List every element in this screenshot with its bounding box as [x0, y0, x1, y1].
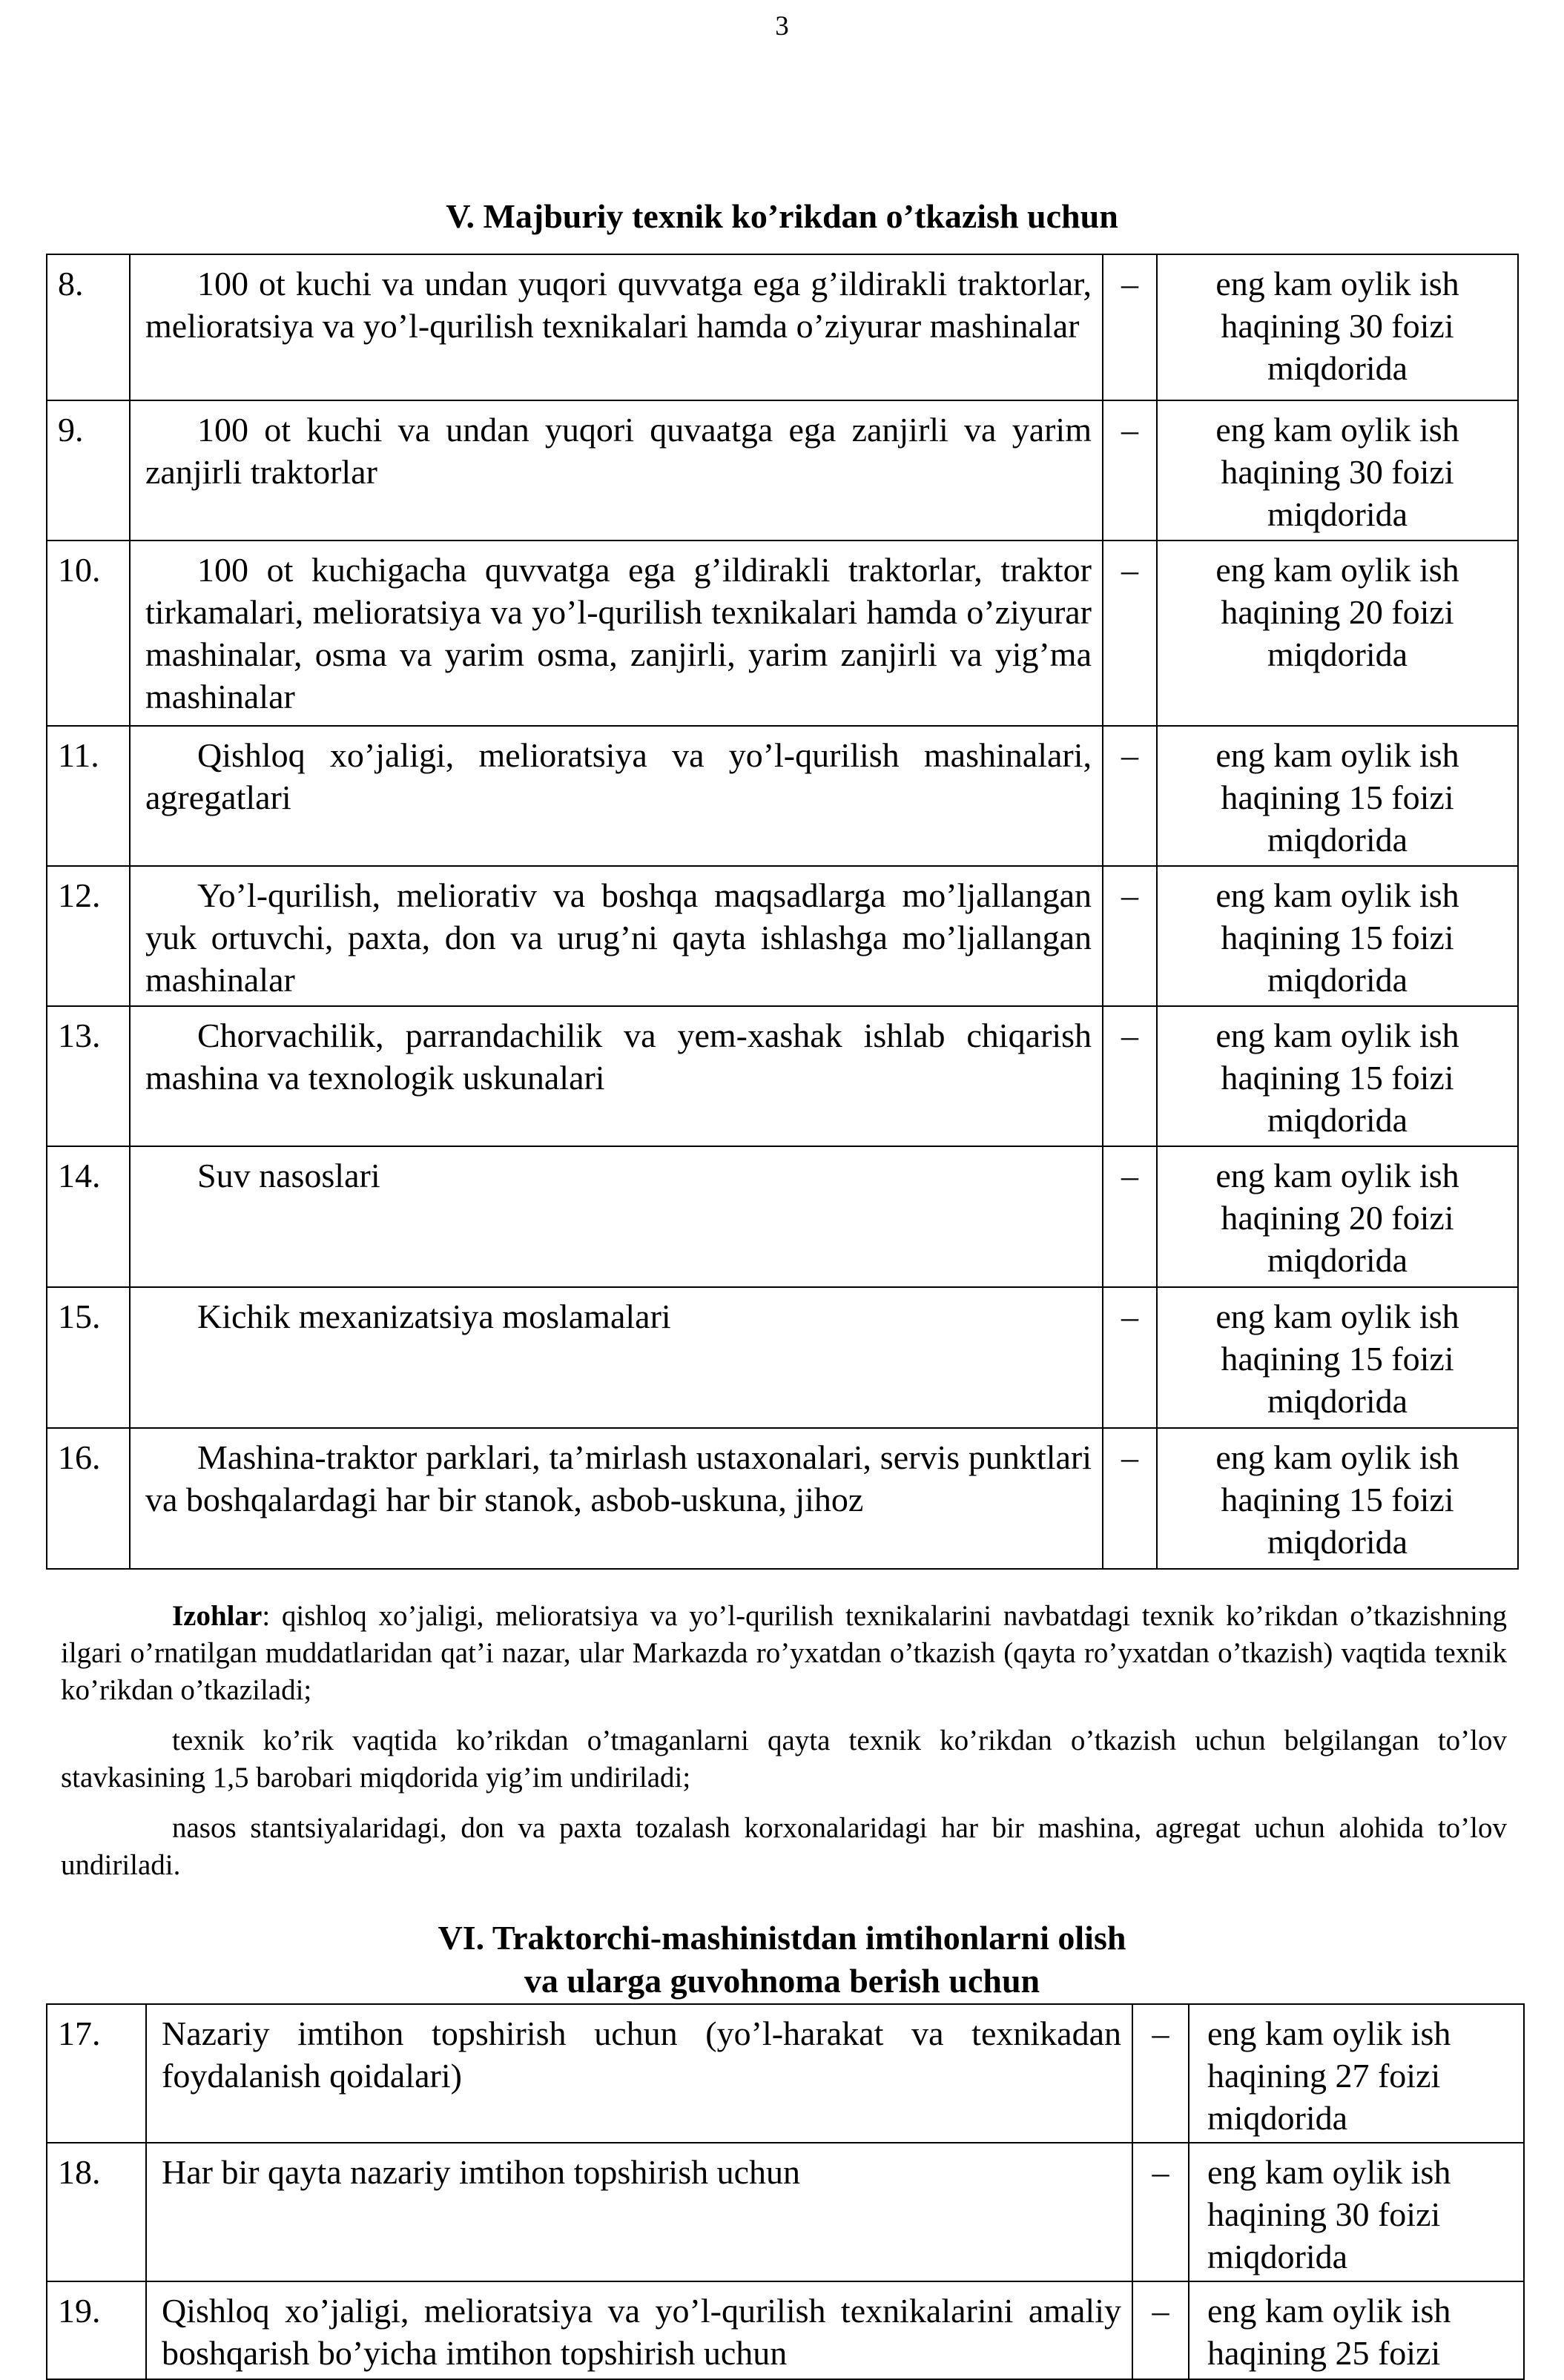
- table-row: [47, 2143, 1524, 2281]
- row-number: 14.: [47, 1146, 130, 1287]
- row-amount: eng kam oylik ish haqining 15 foizi miqdorida: [1157, 1287, 1518, 1428]
- row-amount: eng kam oylik ish haqining 15 foizi miqdorida: [1157, 1006, 1518, 1146]
- row-number: 11.: [47, 726, 130, 866]
- row-amount: eng kam oylik ish haqining 30 foizi miqdorida: [1157, 400, 1518, 541]
- row-description: Qishloq xo’jaligi, melioratsiya va yo’l-qurilish texnikalarini amaliy boshqarish bo’yicha imtihon topshirish uchun: [146, 2281, 1132, 2379]
- row-number: 16.: [47, 1428, 130, 1569]
- row-dash: –: [1132, 2143, 1189, 2281]
- row-dash: –: [1132, 2004, 1189, 2143]
- table-row: [47, 1287, 1518, 1428]
- row-description: Suv nasoslari: [130, 1146, 1103, 1287]
- table-row: [47, 400, 1518, 541]
- note-text: : qishloq xo’jaligi, melioratsiya va yo’l-qurilish texnikalarini navbatdagi texnik ko’rikdan o’tkazishning ilgari o’rnatilgan muddatlaridan qat’i nazar, ular Markazda ro’yxatdan o’tkazish (qayta ro’yxatdan o’tkazish) vaqtida texnik ko’rikdan o’tkaziladi;: [61, 1600, 1507, 1706]
- row-number: 13.: [47, 1006, 130, 1146]
- row-number: 8.: [47, 254, 130, 400]
- note-paragraph: texnik ko’rik vaqtida ko’rikdan o’tmaganlarni qayta texnik ko’rikdan o’tkazish uchun belgilangan to’lov stavkasining 1,5 barobari miqdorida yig’im undiriladi;: [61, 1725, 1507, 1794]
- table-row: [47, 1146, 1518, 1287]
- page-number: 3: [775, 11, 789, 42]
- row-dash: –: [1103, 1146, 1157, 1287]
- note-paragraph: nasos stantsiyalaridagi, don va paxta tozalash korxonalaridagi har bir mashina, agregat uchun alohida to’lov undiriladi.: [61, 1812, 1507, 1881]
- row-description: Chorvachilik, parrandachilik va yem-xashak ishlab chiqarish mashina va texnologik uskunalari: [130, 1006, 1103, 1146]
- fees-table-v: [46, 254, 1519, 1570]
- fees-table-vi: [46, 2003, 1525, 2380]
- row-amount: eng kam oylik ish haqining 15 foizi miqdorida: [1157, 1428, 1518, 1569]
- section-title-vi-line2: va ularga guvohnoma berish uchun: [524, 1962, 1040, 2000]
- table-row: [47, 2004, 1524, 2143]
- row-description: Kichik mexanizatsiya moslamalari: [130, 1287, 1103, 1428]
- row-dash: –: [1103, 400, 1157, 541]
- row-description: 100 ot kuchi va undan yuqori quvvatga ega g’ildirakli traktorlar, melioratsiya va yo’l-qurilish texnikalari hamda o’ziyurar mashinalar: [130, 254, 1103, 400]
- notes-block: [61, 1598, 1507, 1897]
- table-row: [47, 254, 1518, 400]
- row-number: 10.: [47, 541, 130, 726]
- row-amount: eng kam oylik ish haqining 20 foizi miqdorida: [1157, 1146, 1518, 1287]
- row-number: 19.: [47, 2281, 146, 2379]
- note-paragraph: [61, 1598, 1507, 1709]
- row-description: Nazariy imtihon topshirish uchun (yo’l-harakat va texnikadan foydalanish qoidalari): [146, 2004, 1132, 2143]
- table-row: [47, 1006, 1518, 1146]
- table-row: [47, 2281, 1524, 2379]
- row-dash: –: [1103, 1428, 1157, 1569]
- row-number: 17.: [47, 2004, 146, 2143]
- row-description: Har bir qayta nazariy imtihon topshirish uchun: [146, 2143, 1132, 2281]
- row-dash: –: [1103, 726, 1157, 866]
- row-amount: eng kam oylik ish haqining 27 foizi miqdorida: [1189, 2004, 1524, 2143]
- table-row: [47, 541, 1518, 726]
- section-title-v: V. Majburiy texnik ko’rikdan o’tkazish uchun: [446, 197, 1118, 235]
- row-description: Mashina-traktor parklari, ta’mirlash ustaxonalari, servis punktlari va boshqalardagi har bir stanok, asbob-uskuna, jihoz: [130, 1428, 1103, 1569]
- row-number: 18.: [47, 2143, 146, 2281]
- row-amount: eng kam oylik ish haqining 15 foizi miqdorida: [1157, 866, 1518, 1006]
- row-amount: eng kam oylik ish haqining 30 foizi miqdorida: [1157, 254, 1518, 400]
- section-title-vi-line1: VI. Traktorchi-mashinistdan imtihonlarni olish: [438, 1919, 1126, 1957]
- row-dash: –: [1103, 1287, 1157, 1428]
- table-row: [47, 726, 1518, 866]
- row-dash: –: [1103, 866, 1157, 1006]
- row-description: Qishloq xo’jaligi, melioratsiya va yo’l-qurilish mashinalari, agregatlari: [130, 726, 1103, 866]
- row-amount: eng kam oylik ish haqining 15 foizi miqdorida: [1157, 726, 1518, 866]
- row-number: 15.: [47, 1287, 130, 1428]
- row-dash: –: [1103, 541, 1157, 726]
- row-number: 9.: [47, 400, 130, 541]
- row-dash: –: [1103, 254, 1157, 400]
- row-amount: eng kam oylik ish haqining 30 foizi miqdorida: [1189, 2143, 1524, 2281]
- row-description: 100 ot kuchigacha quvvatga ega g’ildirakli traktorlar, traktor tirkamalari, melioratsiya va yo’l-qurilish texnikalari hamda o’ziyurar mashinalar, osma va yarim osma, zanjirli, yarim zanjirli va yig’ma mashinalar: [130, 541, 1103, 726]
- row-amount: eng kam oylik ish haqining 25 foizi: [1189, 2281, 1524, 2379]
- table-row: [47, 866, 1518, 1006]
- row-dash: –: [1132, 2281, 1189, 2379]
- notes-label: Izohlar: [172, 1600, 263, 1632]
- row-dash: –: [1103, 1006, 1157, 1146]
- row-description: 100 ot kuchi va undan yuqori quvaatga ega zanjirli va yarim zanjirli traktorlar: [130, 400, 1103, 541]
- row-amount: eng kam oylik ish haqining 20 foizi miqdorida: [1157, 541, 1518, 726]
- row-description: Yo’l-qurilish, meliorativ va boshqa maqsadlarga mo’ljallangan yuk ortuvchi, paxta, don va urug’ni qayta ishlashga mo’ljallangan mashinalar: [130, 866, 1103, 1006]
- table-row: [47, 1428, 1518, 1569]
- row-number: 12.: [47, 866, 130, 1006]
